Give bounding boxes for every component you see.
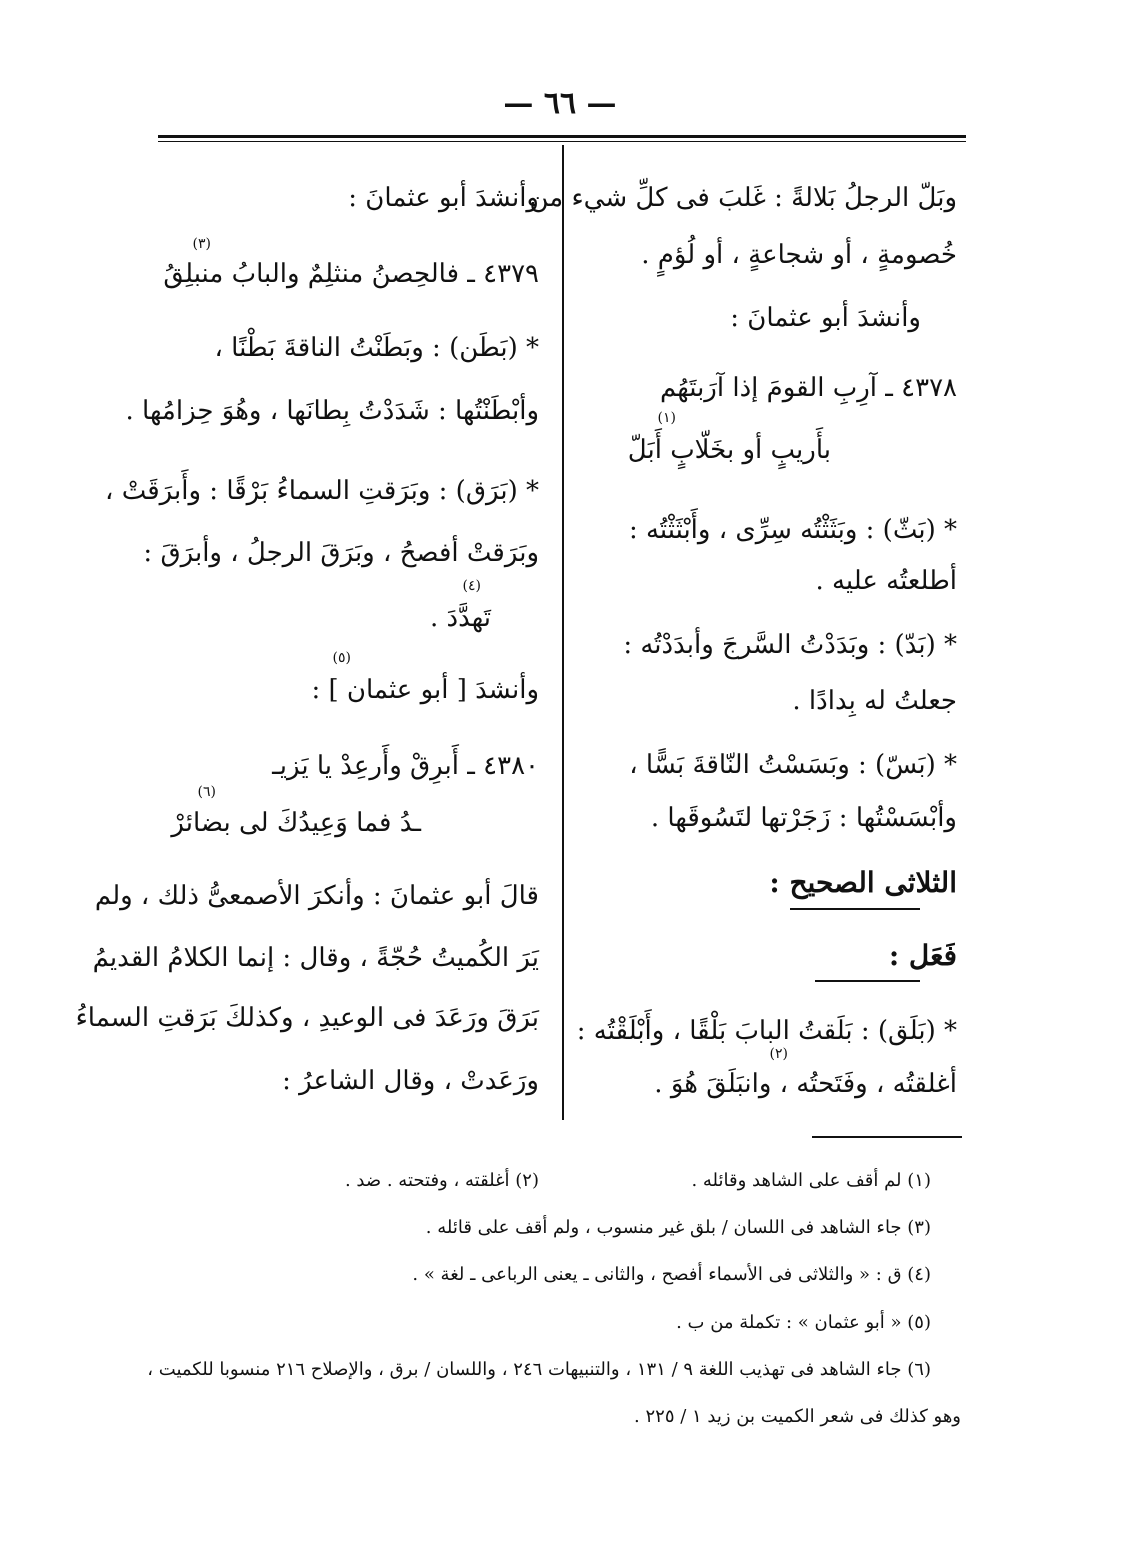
footnote-mark: (٤) (462, 578, 481, 594)
right-col-entry-line: * (بَثّ) : وبَثَثْتُه سِرِّى ، وأَبْثَثْتُه : (628, 515, 957, 545)
left-col-line: ورَعَدتْ ، وقال الشاعرُ : (282, 1066, 539, 1096)
footnote: (٢) أغلقته ، وفتحته . ضد . (344, 1170, 539, 1191)
left-col-line: وأنشدَ أبو عثمانَ : (348, 183, 539, 213)
footnote: (٣) جاء الشاهد فى اللسان / بلق غير منسوب ، ولم أقف على قائله . (425, 1217, 931, 1238)
right-col-entry-line: * (بَدّ) : وبَدَدْتُ السَّرجَ وأبدَدْتُه : (623, 630, 957, 660)
footnote-rule (812, 1136, 962, 1138)
footnote: (٥) « أبو عثمان » : تكملة من ب . (676, 1312, 931, 1333)
footnote: (١) لم أقف على الشاهد وقائله . (691, 1170, 931, 1191)
right-col-line: أطلعتُه عليه . (815, 566, 957, 596)
left-col-entry-line: * (بَطَن) : وبَطَنْتُ الناقةَ بَطْنًا ، (214, 333, 539, 363)
footnote-continuation: وهو كذلك فى شعر الكميت بن زيد ١ / ٢٢٥ . (634, 1406, 961, 1427)
footnote-mark: (٢) (769, 1046, 788, 1062)
right-col-line: جعلتُ له بِدادًا . (792, 686, 957, 716)
header-rule-thin (158, 141, 966, 142)
right-col-entry-line: * (بَسّ) : وبَسَسْتُ النّاقةَ بَسًّا ، (629, 750, 957, 780)
header-rule-thick (158, 135, 966, 138)
footnote: (٤) ق : « والثلاثى فى الأسماء أفصح ، والثانى ـ يعنى الرباعى ـ لغة » . (412, 1264, 931, 1285)
section-heading-underline (790, 908, 920, 910)
right-col-verse-line: بأَريبٍ أو بخَلّابٍ أَبَلّ (627, 435, 831, 465)
column-divider (562, 145, 564, 1120)
left-col-verse-number-line: ٤٣٨٠ ـ أَبرِقْ وأَرعِدْ يا يَزيـ (272, 751, 539, 781)
left-col-line: يَرَ الكُميتُ حُجّةً ، وقال : إنما الكلامُ القديمُ (92, 943, 539, 973)
subsection-heading: فَعَل : (888, 939, 957, 972)
right-col-line: وبَلّ الرجلُ بَلالةً : غَلبَ فى كلِّ شيء من (529, 183, 957, 213)
left-col-verse-line: ـدُ فما وَعِيدُكَ لى بضائرْ (171, 808, 421, 838)
left-col-verse-line: ٤٣٧٩ ـ فالحِصنُ منثلِمٌ والبابُ منبلِقُ (163, 259, 539, 289)
left-col-line: وأبْطَنْتُها : شَدَدْتُ بِطانَها ، وهُوَ حِزامُها . (125, 396, 539, 426)
subsection-heading-underline (815, 980, 920, 982)
right-col-verse-number-line: ٤٣٧٨ ـ آرِبِ القومَ إذا آرَبتَهُم (659, 373, 957, 403)
footnote-mark: (٣) (192, 236, 211, 252)
right-col-line: خُصومةٍ ، أو شجاعةٍ ، أو لُؤمٍ . (641, 240, 957, 270)
left-col-line: بَرَقَ ورَعَدَ فى الوعيدِ ، وكذلكَ بَرَقتِ السماءُ (75, 1003, 539, 1033)
section-heading: الثلاثى الصحيح : (769, 866, 957, 899)
page-number: — ٦٦ — (503, 86, 617, 121)
left-col-line: وأنشدَ [ أبو عثمان ] : (311, 675, 539, 705)
footnote-mark: (١) (657, 410, 676, 426)
right-col-line: أغلقتُه ، وفَتَحتُه ، وانبَلَقَ هُوَ . (654, 1069, 957, 1099)
left-col-entry-line: * (بَرَق) : وبَرَقتِ السماءُ بَرْقًا : وأَبرَقَتْ ، (105, 476, 539, 506)
left-col-line: وبَرَقتْ أفصحُ ، وبَرَقَ الرجلُ ، وأبرَقَ : (143, 538, 539, 568)
footnote: (٦) جاء الشاهد فى تهذيب اللغة ٩ / ١٣١ ، والتنبيهات ٢٤٦ ، واللسان / برق ، والإصلاح ٢١٦ منسوبا للكميت ، (147, 1359, 931, 1380)
footnote-mark: (٥) (332, 650, 351, 666)
footnote-mark: (٦) (197, 784, 216, 800)
left-col-line: قالَ أبو عثمانَ : وأنكرَ الأصمعىُّ ذلك ، ولم (94, 881, 539, 911)
right-col-entry-line: * (بَلَق) : بَلَقتُ البابَ بَلْقًا ، وأَبْلَقْتُه : (576, 1016, 957, 1046)
right-col-line: وأنشدَ أبو عثمانَ : (730, 303, 921, 333)
left-col-line: تَهدَّدَ . (430, 603, 491, 633)
right-col-line: وأبْسَسْتُها : زَجَرْتها لتَسُوقَها . (650, 803, 957, 833)
